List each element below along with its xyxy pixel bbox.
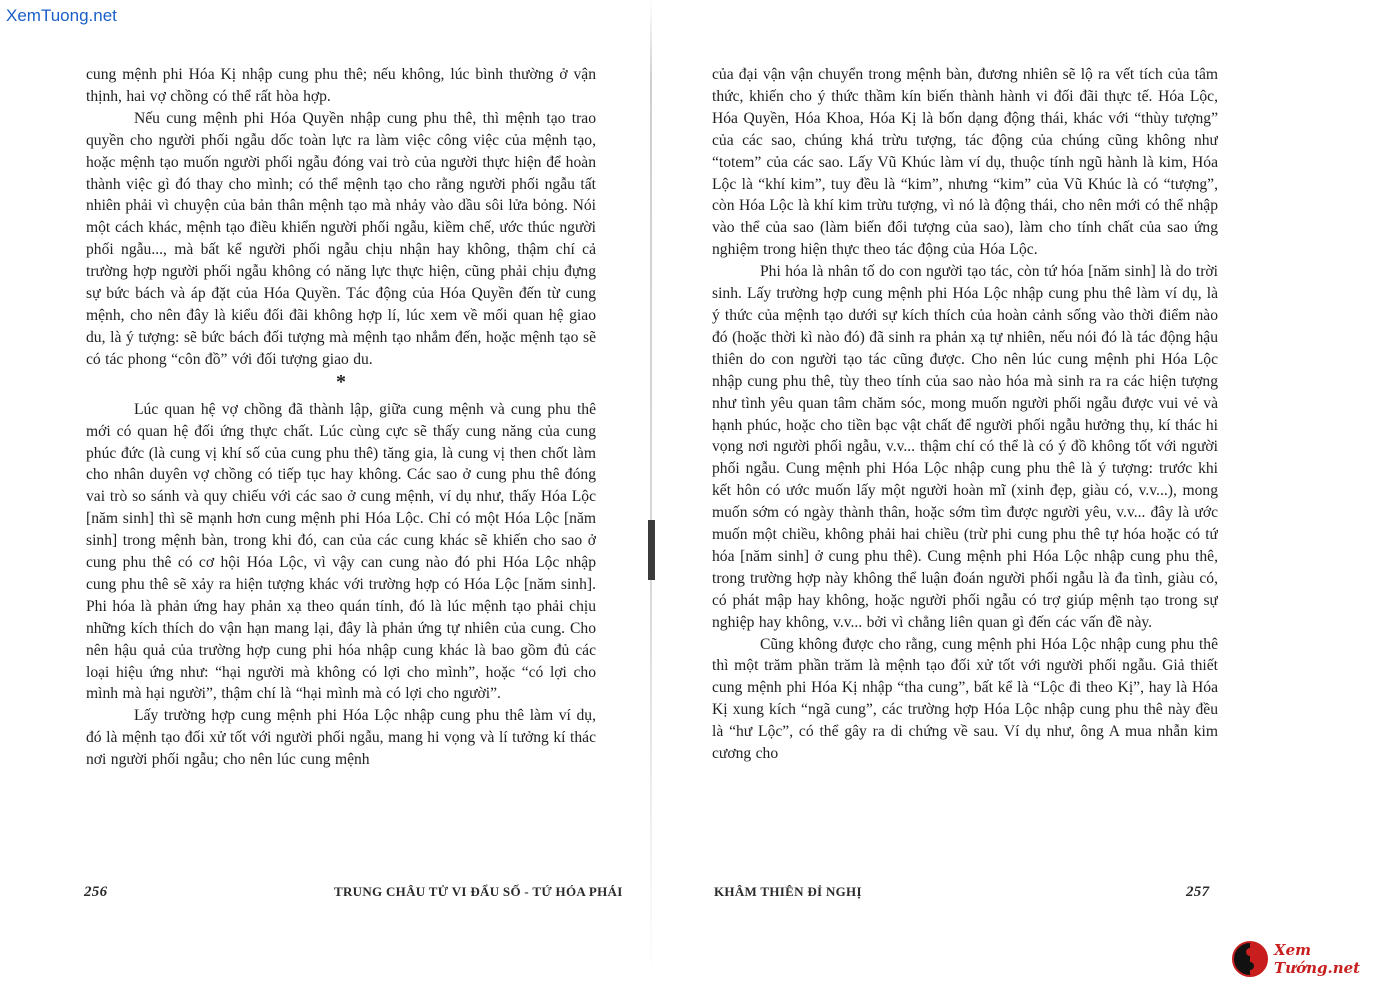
site-watermark[interactable]: XemTuong.net: [6, 6, 117, 25]
logo-text: Xem Tướng.net: [1274, 941, 1361, 977]
right-running-title: KHÂM THIÊN ĐỈ NGHỊ: [714, 884, 862, 899]
left-paragraph-1: cung mệnh phi Hóa Kị nhập cung phu thê; nếu không, lúc bình thường ở vận thịnh, hai vợ chồng có thể rất hòa hợp.: [86, 66, 596, 105]
right-page-number: 257: [1186, 884, 1210, 900]
left-page: [86, 64, 596, 944]
left-page-number: 256: [84, 884, 108, 900]
right-paragraph-1: của đại vận vận chuyển trong mệnh bàn, đương nhiên sẽ lộ ra vết tích của tâm thức, khiến cho ý thức thầm kín biến thành hành vi đối đãi thực tế. Hóa Lộc, Hóa Quyền, Hóa Khoa, Hóa Kị là bốn dạng động thái, khác với “thùy tượng” của các sao, chúng khá trừu tượng, tác động của chúng cũng không như “totem” của các sao. Lấy Vũ Khúc làm ví dụ, thuộc tính ngũ hành là kim, Hóa Lộc là “khí kim”, tuy đều là “kim”, nhưng “kim” của Vũ Khúc là có “tượng”, còn Hóa Lộc là khí kim trừu tượng, vì nó là động thái, cho nên mới có thể nhập vào thể của sao (làm biến đổi tượng của sao), làm cho tính chất của sao ứng nghiệm trong hiện thực theo tác động của Hóa Lộc.: [712, 66, 1218, 259]
left-paragraph-3: Lúc quan hệ vợ chồng đã thành lập, giữa cung mệnh và cung phu thê mới có quan hệ đối ứng thực chất. Lúc cùng cực sẽ thấy cung năng của cung phúc đức (là cung vị khí số của cung phu thê) tăng gia, là cung vị then chốt làm cho nhân duyên vợ chồng có tiếp tục hay không. Các sao ở cung phu thê đóng vai trò so sánh và quy chiếu với các sao ở cung mệnh, ví dụ như, thấy Hóa Lộc [năm sinh] thì sẽ mạnh hơn cung mệnh phi Hóa Lộc. Chỉ có một Hóa Lộc [năm sinh] trong mệnh bàn, trong khi đó, can của các cung khác sẽ khiến cho sao ở cung phu thê có cơ hội Hóa Lộc, vì vậy can cung nào đó phi Hóa Lộc nhập cung phu thê sẽ xảy ra hiện tượng khác với trường hợp có Hóa Lộc [năm sinh]. Phi hóa là phản ứng hay phản xạ theo quán tính, đó là lúc mệnh tạo phải chịu những kích thích do vận hạn mang lại, đây là phản ứng tự nhiên của cung. Cho nên hậu quả của trường hợp cung phi hóa nhập cung khác là bao gồm đủ các loại hiệu ứng như: “hại người mà không có lợi cho mình”, hoặc “có lợi cho mình mà hại người”, thậm chí là “hại mình mà có lợi cho người”.: [86, 400, 596, 703]
left-paragraph-4: Lấy trường hợp cung mệnh phi Hóa Lộc nhập cung phu thê làm ví dụ, đó là mệnh tạo đối xử tốt với người phối ngẫu, mang hi vọng và lí tưởng kí thác nơi người phối ngẫu; cho nên lúc cung mệnh: [86, 707, 596, 769]
right-paragraph-3: Cũng không được cho rằng, cung mệnh phi Hóa Lộc nhập cung phu thê thì một trăm phần trăm là mệnh tạo đối xử tốt với người phối ngẫu. Giả thiết cung mệnh phi Hóa Kị nhập “tha cung”, bất kể là “Lộc đi theo Kị”, hay là Hóa Kị xung kích “ngã cung”, các trường hợp Hóa Lộc nhập cung phu thê này đều là “hư Lộc”, có thể gây ra di chứng về sau. Ví dụ như, ông A mua nhẫn kim cương cho: [712, 635, 1218, 763]
site-logo[interactable]: [1232, 938, 1390, 980]
left-running-title: TRUNG CHÂU TỬ VI ĐẨU SỐ - TỨ HÓA PHÁI: [334, 884, 623, 899]
spine-mark: [648, 520, 655, 580]
left-paragraph-2: Nếu cung mệnh phi Hóa Quyền nhập cung phu thê, thì mệnh tạo trao quyền cho người phối ngẫu dốc toàn lực ra làm việc công việc của mệnh tạo, hoặc mệnh tạo muốn người phối ngẫu đóng vai trò của người thực hiện để hoàn thành việc gì đó thay cho mình; có thể mệnh tạo cho rằng người phối ngẫu tất nhiên phải vì chuyện của bản thân mệnh tạo mà nhảy vào dầu sôi lửa bỏng. Nói một cách khác, mệnh tạo điều khiển người phối ngẫu, kiềm chế, ước thúc người phối ngẫu..., mà bất kể người phối ngẫu chịu nhận hay không, thậm chí cả trường hợp người phối ngẫu không có năng lực thực hiện, cũng phải chịu đựng sự bức bách và áp đặt của Hóa Quyền. Tác động của Hóa Quyền đến từ cung mệnh, cho nên đây là kiểu đối đãi không hợp lí, lúc xem về mối quan hệ giao du, là ý tượng: sẽ bức bách đối tượng mà mệnh tạo nhắm đến, hoặc mệnh tạo sẽ có tác phong “côn đồ” với đối tượng giao du.: [86, 109, 596, 368]
right-page: [712, 64, 1218, 944]
book-spine: [650, 0, 652, 983]
right-paragraph-2: Phi hóa là nhân tố do con người tạo tác, còn tứ hóa [năm sinh] là do trời sinh. Lấy trường hợp cung mệnh phi Hóa Lộc nhập cung phu thê làm ví dụ, là ý thức của mệnh tạo dưới sự kích thích của hoàn cảnh sống vào thời điểm nào đó (hoặc thời kì nào đó) đã sinh ra phản xạ tự nhiên, nếu nói đó là tác động hậu thiên do con người tạo tác cũng được. Cho nên lúc cung mệnh phi Hóa Lộc nhập cung phu thê, tùy theo tính của sao nào hóa mà sinh ra ra các hiện tượng như tình yêu quan tâm chăm sóc, mong muốn người phối ngẫu được vui vẻ và hạnh phúc, hoặc cho tiền bạc vật chất để người phối ngẫu hưởng thụ, kí thác hi vọng nơi người phối ngẫu, v.v... thậm chí có thể là có ý đồ không tốt với người phối ngẫu. Cung mệnh phi Hóa Lộc nhập cung phu thê là ý tượng: trước khi kết hôn có ước muốn lấy một người hoàn mĩ (xinh đẹp, giàu có, v.v...), mong muốn sớm có ngày thành thân, hoặc sớm tìm được người yêu, v.v... đây là ước muốn một chiều, không phải hai chiều (trừ phi cung phu thê tự hóa hoặc có tứ hóa [năm sinh] ở cung phu thê). Cung mệnh phi Hóa Lộc nhập cung phu thê, trong trường hợp này không thể luận đoán người phối ngẫu là đa tình, giàu có, có phát mập hay không, hoặc người phối ngẫu có trợ giúp mệnh tạo trong sự nghiệp hay không, v.v... bởi vì chẳng liên quan gì đến các vấn đề này.: [712, 263, 1218, 631]
section-separator: *: [336, 370, 346, 393]
yin-yang-icon: [1232, 941, 1268, 977]
